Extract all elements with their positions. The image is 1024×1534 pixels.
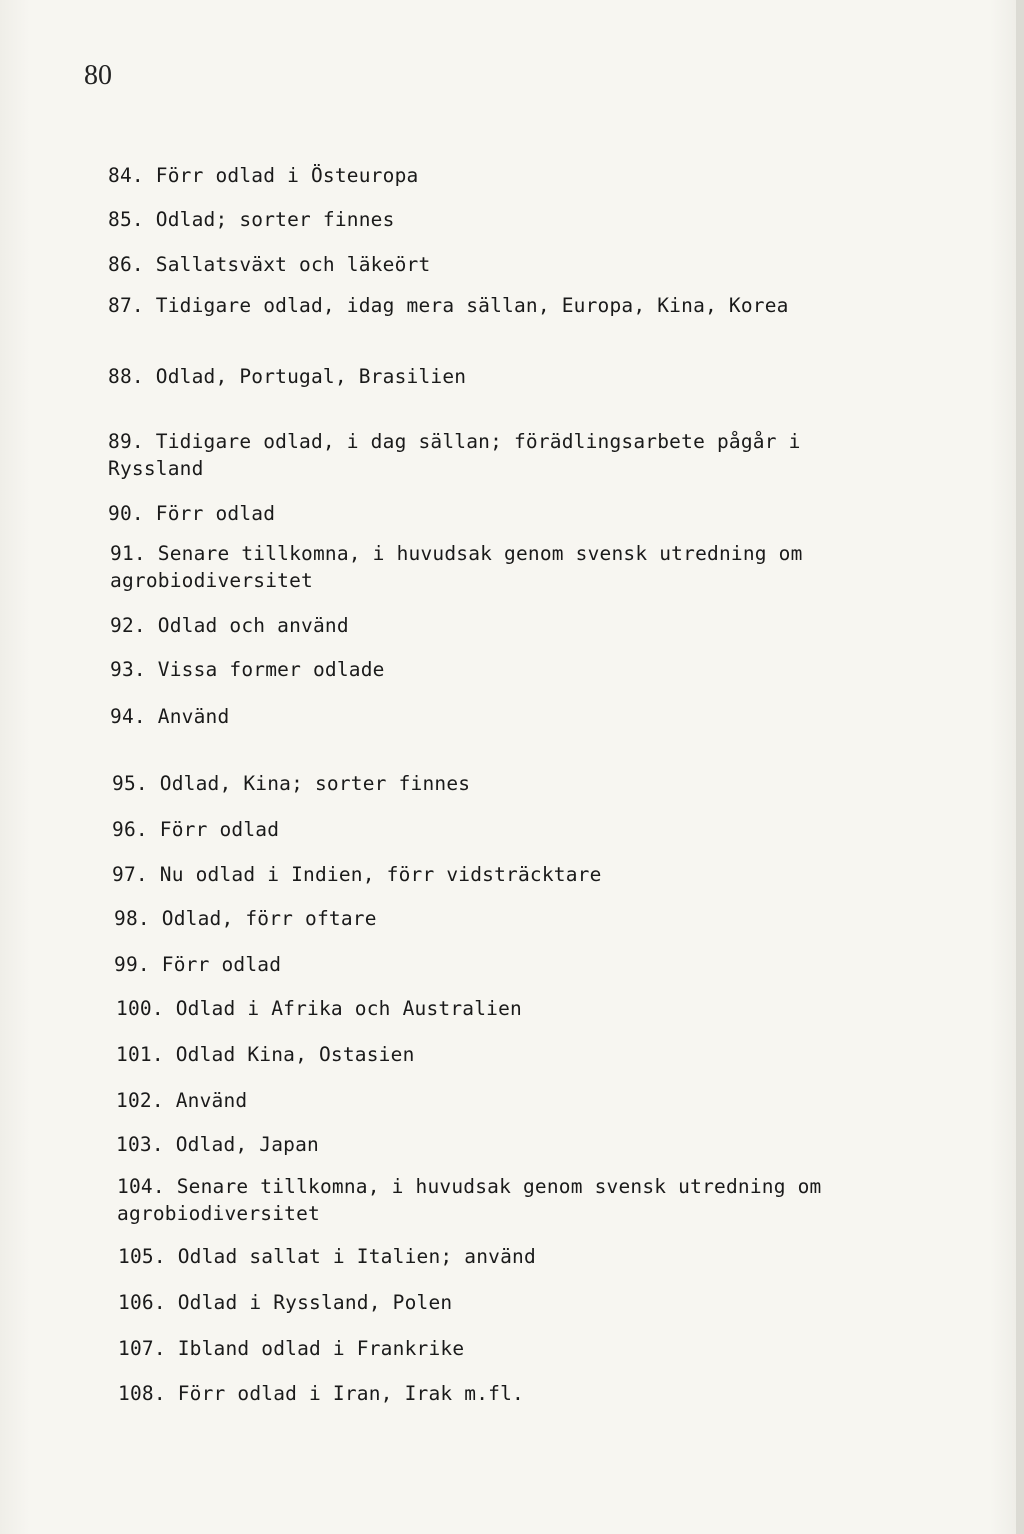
list-item [112,816,952,843]
item-text-continuation: agrobiodiversitet [110,569,313,592]
item-number: 101. [116,1043,176,1066]
item-number: 85. [108,208,156,231]
item-number: 97. [112,863,160,886]
list-item [118,1289,958,1316]
item-number: 87. [108,294,156,317]
item-text: Tidigare odlad, idag mera sällan, Europa, Kina, Korea [155,294,789,317]
item-text-continuation: agrobiodiversitet [117,1202,320,1225]
item-text: Odlad i Afrika och Australien [175,997,522,1020]
item-text-continuation: Ryssland [108,457,204,480]
item-text: Senare tillkomna, i huvudsak genom svensk utredning om [176,1175,822,1198]
list-item [108,292,948,319]
item-number: 91. [110,542,158,565]
item-text: Odlad i Ryssland, Polen [177,1291,453,1314]
item-number: 99. [114,953,162,976]
item-number: 102. [116,1089,176,1112]
list-item [110,540,950,594]
list-item [116,1041,956,1068]
list-item [114,905,954,932]
item-text: Senare tillkomna, i huvudsak genom svensk utredning om [157,542,803,565]
item-text: Förr odlad i Östeuropa [155,164,419,187]
item-number: 96. [112,818,160,841]
list-item [110,703,950,730]
item-number: 84. [108,164,156,187]
item-text: Odlad; sorter finnes [155,208,395,231]
item-number: 86. [108,253,156,276]
item-number: 94. [110,705,158,728]
list-item [118,1335,958,1362]
item-number: 95. [112,772,160,795]
item-text: Förr odlad [159,818,280,841]
item-number: 107. [118,1337,178,1360]
list-item [118,1243,958,1270]
item-number: 88. [108,365,156,388]
item-number: 93. [110,658,158,681]
item-text: Vissa former odlade [157,658,385,681]
item-number: 106. [118,1291,178,1314]
item-text: Förr odlad i Iran, Irak m.fl. [177,1382,524,1405]
item-number: 100. [116,997,176,1020]
list-item [116,995,956,1022]
item-text: Förr odlad [155,502,276,525]
item-text: Odlad, Kina; sorter finnes [159,772,471,795]
item-text: Sallatsväxt och läkeört [155,253,431,276]
list-item [118,1380,958,1407]
item-text: Nu odlad i Indien, förr vidsträcktare [159,863,602,886]
list-item [108,363,948,390]
item-number: 104. [117,1175,177,1198]
item-number: 92. [110,614,158,637]
item-text: Odlad, Portugal, Brasilien [155,365,467,388]
list-item [108,428,948,482]
list-item [116,1087,956,1114]
item-text: Tidigare odlad, i dag sällan; förädlingsarbete pågår i [155,430,801,453]
page-number: 80 [84,60,112,91]
page-edge [1016,0,1024,1534]
list-item [108,251,948,278]
item-text: Ibland odlad i Frankrike [177,1337,465,1360]
item-number: 105. [118,1245,178,1268]
item-text: Odlad, förr oftare [161,907,377,930]
item-number: 89. [108,430,156,453]
list-item [110,656,950,683]
item-text: Förr odlad [161,953,282,976]
list-item [108,162,948,189]
item-text: Använd [157,705,230,728]
item-text: Odlad och använd [157,614,349,637]
item-text: Odlad, Japan [175,1133,319,1156]
item-number: 108. [118,1382,178,1405]
list-item [108,206,948,233]
list-item [114,951,954,978]
item-text: Odlad Kina, Ostasien [175,1043,415,1066]
list-item [117,1173,957,1227]
list-item [116,1131,956,1158]
list-item [112,861,952,888]
item-text: Använd [175,1089,248,1112]
item-text: Odlad sallat i Italien; använd [177,1245,536,1268]
item-number: 90. [108,502,156,525]
item-number: 103. [116,1133,176,1156]
list-item [112,770,952,797]
list-item [110,612,950,639]
list-item [108,500,948,527]
item-number: 98. [114,907,162,930]
